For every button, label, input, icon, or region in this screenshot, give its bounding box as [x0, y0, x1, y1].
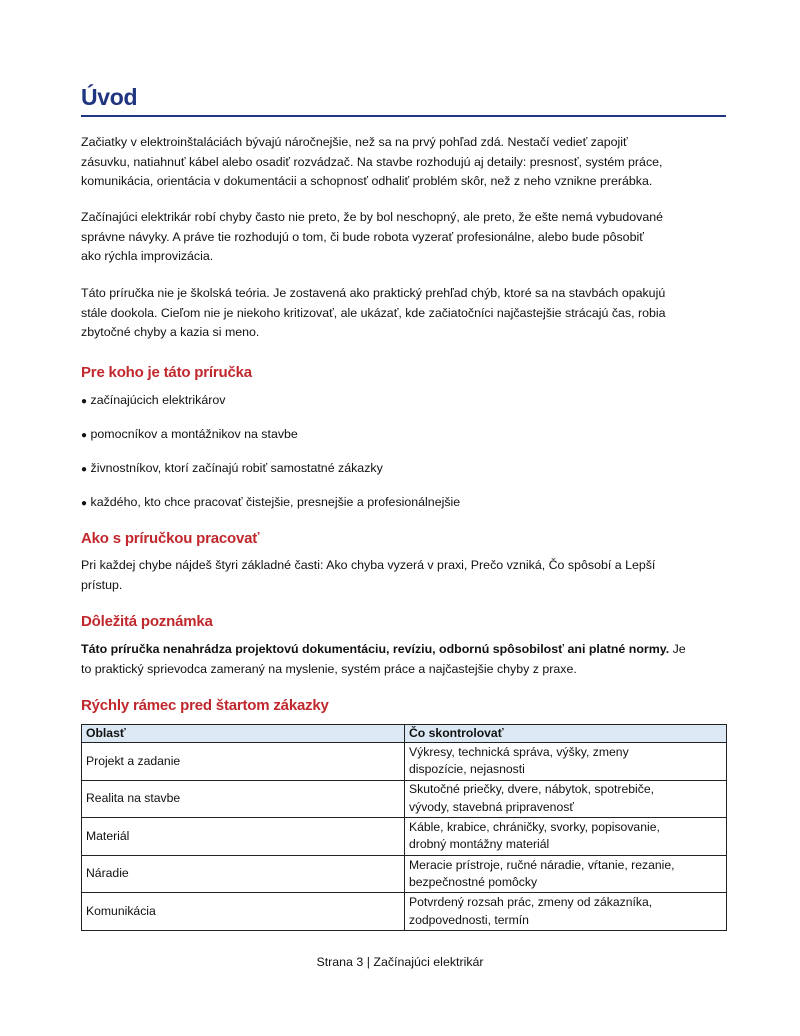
table-row [82, 893, 727, 931]
note-paragraph [81, 640, 741, 679]
text-line: Začiatky v elektroinštaláciách bývajú náročnejšie, než sa na prvý pohľad zdá. Nestačí vedieť zapojiť [81, 135, 628, 149]
framework-table [81, 724, 727, 931]
note-text: Je [669, 642, 686, 656]
intro-paragraph-2 [81, 208, 741, 267]
list-item [81, 493, 460, 513]
cell-line: dispozície, nejasnosti [409, 762, 525, 777]
title-underline [81, 115, 726, 117]
cell-check [405, 743, 727, 781]
cell-line: Skutočné priečky, dvere, nábytok, spotrebiče, [409, 782, 655, 797]
cell-check [405, 893, 727, 931]
bullet-icon: ● [81, 396, 88, 407]
section-heading-note: Dôležitá poznámka [81, 613, 213, 630]
list-item-text: živnostníkov, ktorí začínajú robiť samostatné zákazky [90, 461, 383, 475]
cell-line: drobný montážny materiál [409, 837, 550, 852]
text-line: ako rýchla improvizácia. [81, 249, 214, 264]
text-line: Začínajúci elektrikár robí chyby často nie preto, že by bol neschopný, ale preto, že ešte nemá vybudované [81, 210, 663, 224]
cell-area: Realita na stavbe [82, 780, 405, 818]
table-row [82, 780, 727, 818]
cell-area: Materiál [82, 818, 405, 856]
list-item-text: pomocníkov a montážnikov na stavbe [90, 427, 298, 441]
cell-line: Potvrdený rozsah prác, zmeny od zákazníka, [409, 895, 653, 910]
page-footer: Strana 3 | Začínajúci elektrikár [316, 955, 484, 969]
cell-area: Náradie [82, 855, 405, 893]
section-heading-howto: Ako s príručkou pracovať [81, 530, 260, 547]
intro-paragraph-1 [81, 133, 741, 192]
text-line: Pri každej chybe nájdeš štyri základné časti: Ako chyba vyzerá v praxi, Prečo vzniká, Čo spôsobí a Lepší [81, 558, 656, 572]
bullet-icon: ● [81, 430, 88, 441]
page-title: Úvod [81, 84, 138, 110]
text-line: komunikácia, orientácia v dokumentácii a schopnosť odhaliť problém skôr, než z neho vznikne prerábka. [81, 174, 653, 189]
section-heading-framework: Rýchly rámec pred štartom zákazky [81, 697, 329, 714]
cell-line: vývody, stavebná pripravenosť [409, 799, 574, 814]
table-header-row [82, 725, 727, 743]
cell-area: Komunikácia [82, 893, 405, 931]
text-line: zbytočné chyby a kazia si meno. [81, 325, 260, 340]
cell-line: zodpovednosti, termín [409, 912, 529, 927]
cell-check [405, 855, 727, 893]
note-bold-text: Táto príručka nenahrádza projektovú dokumentáciu, revíziu, odbornú spôsobilosť ani platné normy. [81, 642, 670, 656]
list-item [81, 425, 298, 445]
text-line: Táto príručka nie je školská teória. Je zostavená ako praktický prehľad chýb, ktoré sa na stavbách opakujú [81, 286, 666, 300]
list-item-text: každého, kto chce pracovať čistejšie, presnejšie a profesionálnejšie [90, 495, 461, 509]
text-line: zásuvku, natiahnuť kábel alebo osadiť rozvádzač. Na stavbe rozhodujú aj detaily: presnosť, systém práce, [81, 154, 663, 169]
cell-check [405, 818, 727, 856]
howto-paragraph [81, 556, 741, 595]
column-header-area: Oblasť [82, 725, 405, 743]
text-line: správne návyky. A práve tie rozhodujú o tom, či bude robota vyzerať profesionálne, alebo bude pôsobiť [81, 229, 644, 244]
cell-line: Meracie prístroje, ručné náradie, vŕtanie, rezanie, [409, 857, 675, 872]
text-line: to praktický sprievodca zameraný na myslenie, systém práce a najčastejšie chyby z praxe. [81, 661, 577, 676]
text-line [81, 640, 741, 660]
column-header-check: Čo skontrolovať [405, 725, 727, 743]
section-heading-audience: Pre koho je táto príručka [81, 364, 252, 381]
table-row [82, 818, 727, 856]
list-item [81, 391, 225, 411]
text-line: prístup. [81, 577, 123, 592]
list-item-text: začínajúcich elektrikárov [90, 393, 226, 407]
cell-line: Výkresy, technická správa, výšky, zmeny [409, 744, 629, 759]
intro-paragraph-3 [81, 284, 741, 343]
cell-line: bezpečnostné pomôcky [409, 875, 538, 890]
cell-check [405, 780, 727, 818]
table-row [82, 855, 727, 893]
text-line: stále dookola. Cieľom nie je niekoho kritizovať, ale ukázať, kde začiatočníci najčastejšie strácajú čas, robia [81, 305, 666, 320]
cell-area: Projekt a zadanie [82, 743, 405, 781]
list-item [81, 459, 383, 479]
cell-line: Káble, krabice, chráničky, svorky, popisovanie, [409, 819, 660, 834]
bullet-icon: ● [81, 498, 88, 509]
table-row [82, 743, 727, 781]
bullet-icon: ● [81, 464, 88, 475]
